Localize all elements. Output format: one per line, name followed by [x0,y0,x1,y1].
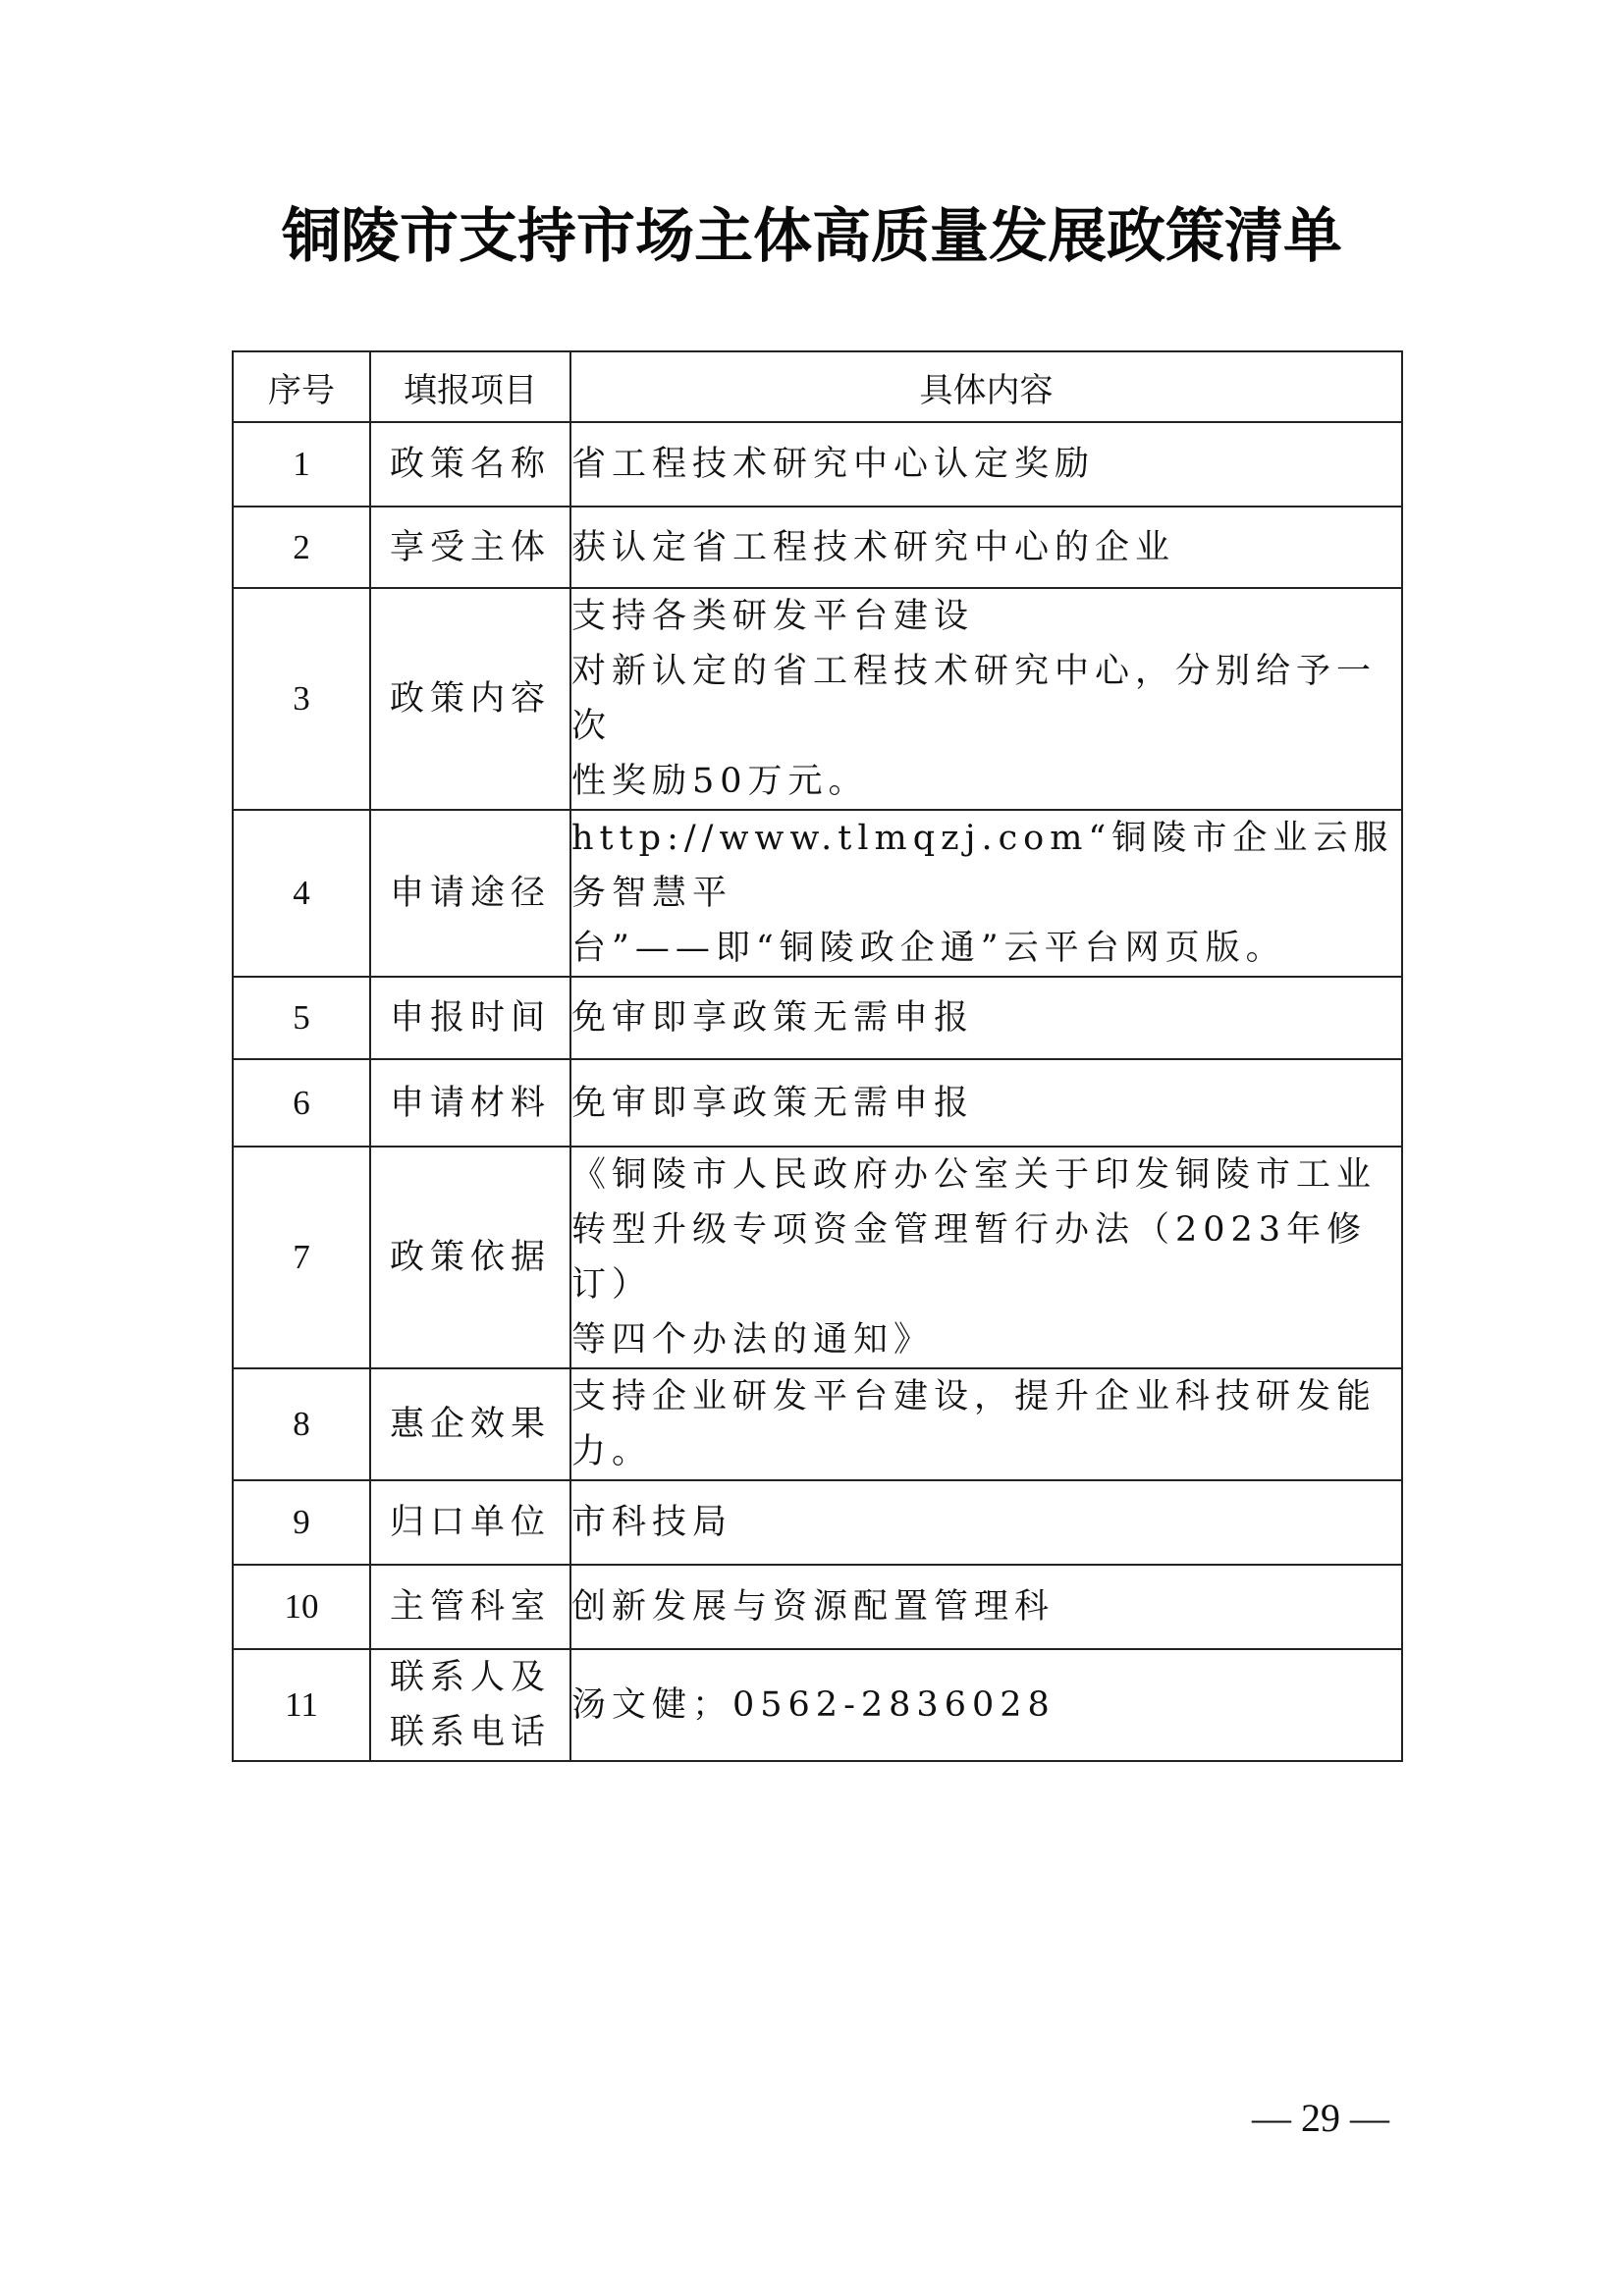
content-line: 等四个办法的通知》 [571,1320,935,1360]
row-item: 申请材料 [370,1059,570,1147]
content-line: 台”——即“铜陵政企通”云平台网页版。 [571,929,1286,968]
content-line: 免审即享政策无需申报 [571,998,975,1038]
row-number: 9 [233,1480,370,1565]
row-content [570,977,1402,1059]
item-line: 联系人及 [389,1658,551,1697]
row-content [570,1368,1402,1480]
table-row [233,507,1402,588]
row-content [570,810,1402,977]
row-content [570,422,1402,507]
row-item: 政策名称 [370,422,570,507]
table-row [233,1565,1402,1649]
content-line: 对新认定的省工程技术研究中心，分别给予一次 [571,652,1378,746]
content-line: 转型升级专项资金管理暂行办法（2023年修订） [571,1210,1368,1305]
header-report-item: 填报项目 [370,351,570,422]
table-row [233,422,1402,507]
table-row [233,1649,1402,1761]
row-number: 1 [233,422,370,507]
row-content [570,1480,1402,1565]
content-line: 汤文健；0562-2836028 [571,1685,1056,1725]
row-content [570,1059,1402,1147]
page-number: — 29 — [1252,2096,1389,2140]
row-number: 11 [233,1649,370,1761]
row-item: 申报时间 [370,977,570,1059]
content-line: 创新发展与资源配置管理科 [571,1587,1056,1627]
policy-table [232,350,1403,1762]
content-line: 《铜陵市人民政府办公室关于印发铜陵市工业 [571,1155,1378,1195]
content-line: 支持各类研发平台建设 [571,597,975,636]
row-item: 惠企效果 [370,1368,570,1480]
row-item: 政策依据 [370,1147,570,1368]
table-row [233,977,1402,1059]
row-item: 申请途径 [370,810,570,977]
content-line: 支持企业研发平台建设，提升企业科技研发能 [571,1377,1378,1416]
header-specific-content: 具体内容 [570,351,1402,422]
table-header-row [233,351,1402,422]
row-content [570,507,1402,588]
row-item [370,1649,570,1761]
table-row [233,810,1402,977]
row-content [570,1147,1402,1368]
table-row [233,1480,1402,1565]
table-row [233,588,1402,810]
row-item: 归口单位 [370,1480,570,1565]
row-number: 6 [233,1059,370,1147]
table-row [233,1147,1402,1368]
table-row [233,1059,1402,1147]
row-number: 5 [233,977,370,1059]
row-content [570,1565,1402,1649]
table-row [233,1368,1402,1480]
row-number: 2 [233,507,370,588]
row-content [570,588,1402,810]
row-item: 主管科室 [370,1565,570,1649]
row-number: 3 [233,588,370,810]
content-line: 免审即享政策无需申报 [571,1083,975,1123]
row-number: 7 [233,1147,370,1368]
row-content [570,1649,1402,1761]
content-line: 性奖励50万元。 [571,762,869,801]
row-item: 政策内容 [370,588,570,810]
content-line: 市科技局 [571,1503,733,1542]
content-line: 获认定省工程技术研究中心的企业 [571,527,1176,567]
content-line: 力。 [571,1432,653,1471]
row-number: 4 [233,810,370,977]
content-line: http://www.tlmqzj.com“铜陵市企业云服务智慧平 [571,819,1394,913]
document-title: 铜陵市支持市场主体高质量发展政策清单 [282,202,1342,271]
row-item: 享受主体 [370,507,570,588]
header-serial-number: 序号 [233,351,370,422]
row-number: 10 [233,1565,370,1649]
item-line: 联系电话 [389,1713,551,1752]
row-number: 8 [233,1368,370,1480]
content-line: 省工程技术研究中心认定奖励 [571,445,1096,484]
